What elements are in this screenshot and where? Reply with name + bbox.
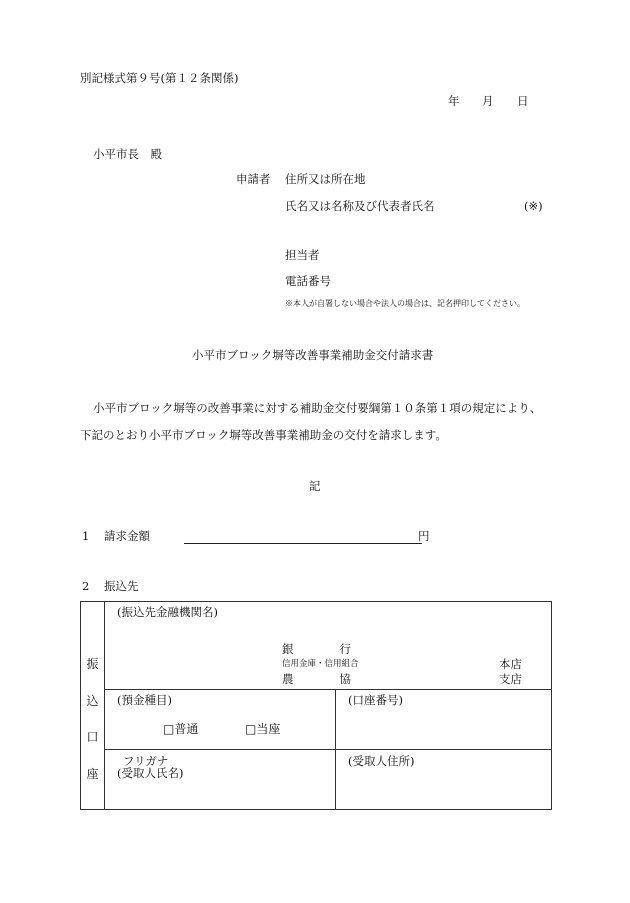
body-line-1: 小平市ブロック塀等の改善事業に対する補助金交付要綱第１０条第１項の規定により、 [93,401,542,415]
date-day: 日 [517,94,529,108]
item-1-unit: 円 [418,529,430,543]
seal-mark: (※) [524,199,543,213]
date-month: 月 [482,94,494,108]
vertical-char-1: 振 [86,657,99,671]
furigana-label: フリガナ [123,754,169,768]
item-2-number: 2 [82,579,90,593]
vertical-char-3: 口 [86,730,99,744]
institution-label: (振込先金融機関名) [117,605,218,619]
form-id: 別記様式第９号(第１２条関係) [80,71,239,85]
document-title: 小平市ブロック塀等改善事業補助金交付請求書 [192,348,434,362]
recipient-name-cell[interactable] [105,750,336,810]
address-label: 住所又は所在地 [285,172,366,186]
institution-cell[interactable] [105,602,552,690]
ordinary-checkbox[interactable]: □普通 [163,722,199,736]
deposit-type-cell [105,690,336,750]
current-checkbox[interactable]: □当座 [245,722,281,736]
vertical-char-2: 込 [86,693,99,708]
applicant-label: 申請者 [236,172,271,186]
deposit-type-label: (預金種目) [117,693,172,707]
recipient-name-label: (受取人氏名) [117,766,184,780]
item-1-label: 請求金額 [104,529,150,543]
signature-note: ※本人が自署しない場合や法人の場合は、記名押印してください。 [285,299,525,308]
name-label: 氏名又は名称及び代表者氏名 [285,199,435,213]
date-year: 年 [448,94,460,108]
addressee: 小平市長 殿 [93,147,162,161]
agri-coop-label: 農 協 [282,672,351,686]
credit-union-label: 信用金庫・信用組合 [282,659,359,669]
amount-field[interactable] [184,543,422,544]
recipient-address-label: (受取人住所) [348,754,415,768]
body-line-2: 下記のとおり小平市ブロック塀等改善事業補助金の交付を請求します。 [80,428,447,442]
item-1-number: 1 [82,529,90,543]
contact-label: 担当者 [285,248,320,262]
branch-label: 支店 [499,672,522,686]
phone-label: 電話番号 [285,274,331,288]
bank-account-table [80,601,552,810]
bank-label: 銀 行 [282,642,351,656]
recipient-address-cell[interactable] [336,750,552,810]
account-number-cell[interactable] [336,690,552,750]
item-2-label: 振込先 [104,579,139,593]
ki-heading: 記 [309,479,321,493]
head-office-label: 本店 [499,657,522,671]
account-number-label: (口座番号) [348,693,403,707]
transfer-account-vertical-label [81,602,105,810]
vertical-char-4: 座 [86,766,99,781]
